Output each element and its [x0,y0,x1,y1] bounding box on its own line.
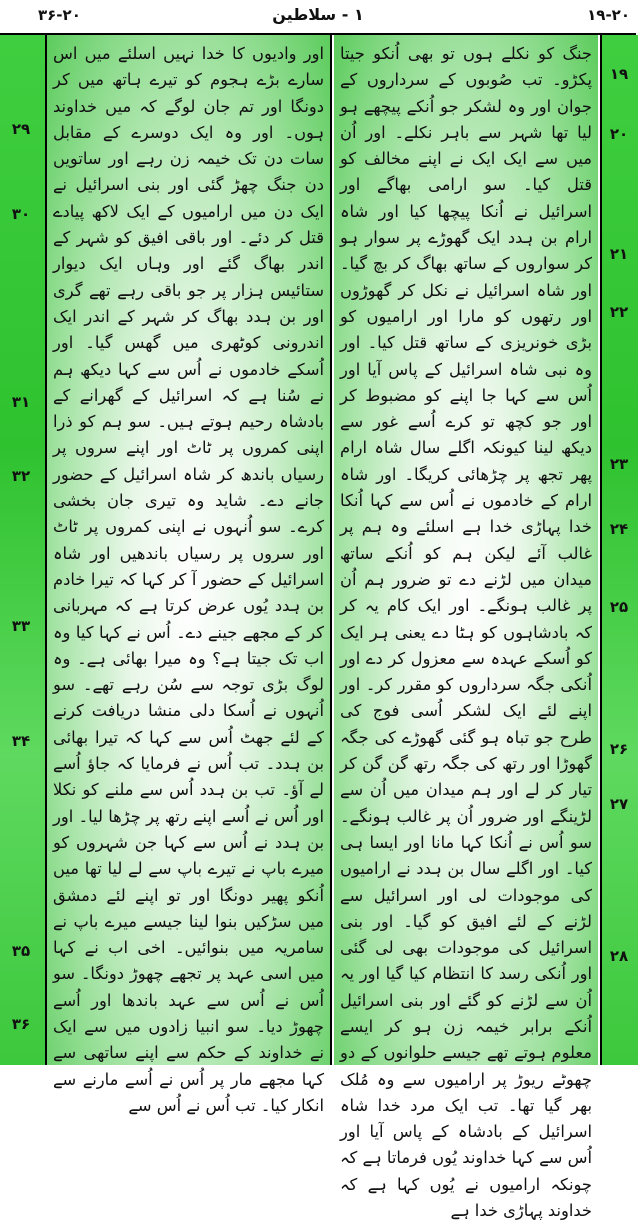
verse-number: ۲۶ [609,740,629,758]
verse-number: ۲۷ [609,795,629,813]
verse-number: ۳۶ [11,1015,31,1033]
verse-number: ۳۲ [11,467,31,485]
verse-number: ۲۲ [609,303,629,321]
verse-number: ۳۱ [11,393,31,411]
verse-number: ۲۳ [609,455,629,473]
verse-number: ۲۵ [609,598,629,616]
verse-number: ۳۰ [11,205,31,223]
verse-number: ۳۴ [11,732,31,750]
column-text: اور وادیوں کا خدا نہیں اسلئے میں اس سارے بڑے ہجوم کو تیرے ہاتھ میں کر دونگا اور تم جان لوگے کہ میں خداوند ہوں۔ اور وہ ایک دوسرے کے مقابل سات دن تک خیمہ زن رہے اور ساتویں دن جنگ چھڑ گئی اور بنی اسرائیل نے ایک دن میں ارامیوں کے ایک لاکھ پیادے قتل کر دئے۔ اور باقی افیق کو شہر کے اندر بھاگ گئے اور وہاں ایک دیوار ستائیس ہزار پر جو باقی رہے تھے گری اور بن ہدد بھاگ کر شہر کے اندر ایک اندرونی کوٹھری میں گھس گیا۔ اور اُسکے خادموں نے اُس سے کہا دیکھ ہم نے سُنا ہے کہ اسرائیل کے گھرانے کے بادشاہ رحیم ہوتے ہیں۔ سو ہم کو ذرا اپنی کمروں پر ٹاٹ اور اپنے سروں پر رسیاں باندھ کر شاہ اسرائیل کے حضور جانے دے۔ شاید وہ تیری جان بخشی کرے۔ سو اُنہوں نے اپنی کمروں پر ٹاٹ اور سروں پر رسیاں باندھیں اور شاہ اسرائیل کے حضور آ کر کہا کہ تیرا خادم بن ہدد یُوں عرض کرتا ہے کہ مہربانی کر کے مجھے جینے دے۔ اُس نے کہا کیا وہ اب تک جیتا ہے؟ وہ میرا بھائی ہے۔ وہ لوگ بڑی توجہ سے سُن رہے تھے۔ سو اُنہوں نے اُسکا دلی منشا دریافت کرنے کے لئے جھٹ اُس سے کہا کہ تیرا بھائی بن ہدد۔ تب اُس نے فرمایا کہ جاؤ اُسے لے آؤ۔ تب بن ہدد اُس سے ملنے کو نکلا اور اُس نے اُسے اپنے رتھ پر چڑھا لیا۔ اور بن ہدد نے اُس سے کہا جن شہروں کو میرے باپ نے تیرے باپ سے لے لیا تھا میں اُنکو پھیر دونگا اور تو اپنے لئے دمشق میں سڑکیں بنوا لینا جیسے میرے باپ نے سامریہ میں بنوائیں۔ اخی اب نے کہا میں اسی عہد پر تجھے چھوڑ دونگا۔ سو اُس نے اُس سے عہد باندھا اور اُسے چھوڑ دیا۔ سو انبیا زادوں میں سے ایک نے خداوند کے حکم سے اپنے ساتھی سے کہا مجھے مار پر اُس نے اُسے مارنے سے انکار کیا۔ تب اُس نے اُس سے [53,44,324,1115]
verse-number: ۳۳ [11,617,31,635]
left-verse-gutter [0,35,47,1065]
verse-range-left: ۳۶-۲۰ [38,6,81,24]
verse-number: ۳۵ [11,942,31,960]
left-text-column [47,35,332,1115]
verse-range-right: ۱۹-۲۰ [587,6,630,24]
book-title: ۱ - سلاطین [272,5,364,24]
column-text: جنگ کو نکلے ہوں تو بھی اُنکو جیتا پکڑو۔ تب صُوبوں کے سرداروں کے جوان اور وہ لشکر جو اُنکے پیچھے ہو لیا تھا شہر سے باہر نکلے۔ اور اُن میں سے ایک ایک نے اپنے مخالف کو قتل کیا۔ سو ارامی بھاگے اور اسرائیل نے اُنکا پیچھا کیا اور شاہ ارام بن ہدد ایک گھوڑے پر سوار ہو کر سواروں کے ساتھ بھاگ کر بچ گیا۔ اور شاہ اسرائیل نے نکل کر گھوڑوں اور رتھوں کو مارا اور ارامیوں کو بڑی خونریزی کے ساتھ قتل کیا۔ اور وہ نبی شاہ اسرائیل کے پاس آیا اور اُس سے کہا جا اپنے کو مضبوط کر اور جو کچھ تو کرے اُسے غور سے دیکھ لینا کیونکہ اگلے سال شاہ ارام پھر تجھ پر چڑھائی کریگا۔ اور شاہ ارام کے خادموں نے اُس سے کہا اُنکا خدا پہاڑی خدا ہے اسلئے وہ ہم پر غالب آئے لیکن ہم کو اُنکے ساتھ میدان میں لڑنے دے تو ضرور ہم اُن پر غالب ہونگے۔ اور ایک کام یہ کر کہ بادشاہوں کو ہٹا دے یعنی ہر ایک کو اُسکے عہدہ سے معزول کر دے اور اُنکی جگہ سرداروں کو مقرر کر۔ اور اپنے لئے ایک لشکر اُسی فوج کی طرح جو تباہ ہو گئی گھوڑے کی جگہ گھوڑا اور رتھ کی جگہ رتھ گن گن کر تیار کر لے اور ہم میدان میں اُن سے لڑینگے اور ضرور اُن پر غالب ہونگے۔ سو اُس نے اُنکا کہا مانا اور ایسا ہی کیا۔ اور اگلے سال بن ہدد نے ارامیوں کی موجودات لی اور اسرائیل سے لڑنے کے لئے افیق کو گیا۔ اور بنی اسرائیل کی موجودات بھی لی گئی اور اُنکی رسد کا انتظام کیا گیا اور یہ اُن سے لڑنے کو گئے اور بنی اسرائیل اُنکے برابر خیمہ زن ہو کر ایسے معلوم ہوتے تھے جیسے حلوانوں کے دو چھوٹے ریوڑ پر ارامیوں سے وہ مُلک بھر گیا تھا۔ تب ایک مرد خدا شاہ اسرائیل کے بادشاہ کے پاس آیا اور اُس سے کہا خداوند یُوں فرماتا ہے کہ چونکہ ارامیوں نے یُوں کہا ہے کہ خداوند پہاڑی خدا ہے [340,44,592,1221]
right-text-column [334,35,598,1221]
verse-number: ۱۹ [609,65,629,83]
right-verse-gutter [600,35,638,1065]
verse-number: ۲۸ [609,947,629,965]
page-header [0,0,636,35]
verse-number: ۲۰ [609,125,629,143]
verse-number: ۲۴ [609,520,629,538]
verse-number: ۲۹ [11,120,31,138]
verse-number: ۲۱ [609,245,629,263]
